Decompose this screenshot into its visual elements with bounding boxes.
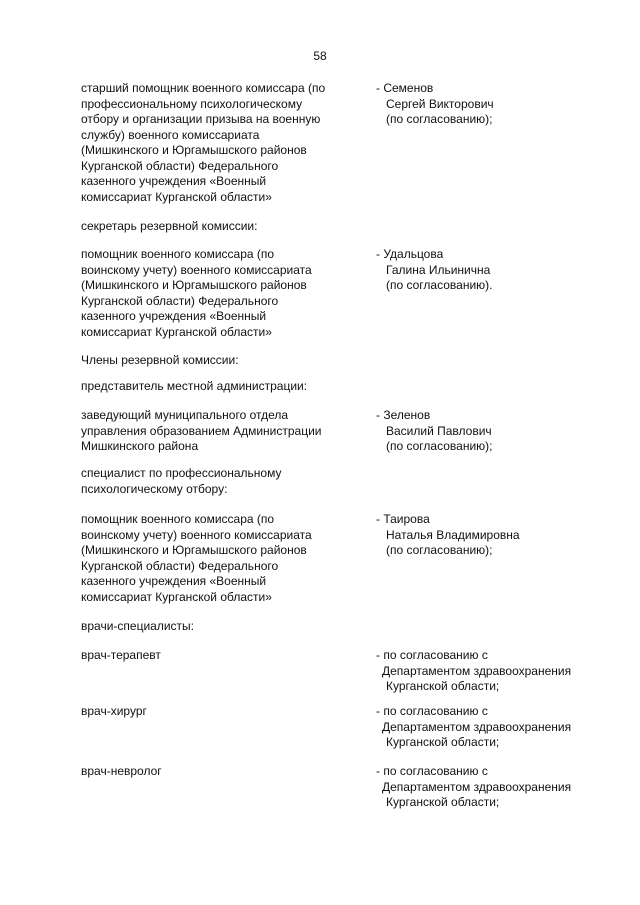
approval-note xyxy=(376,704,626,751)
person-name xyxy=(376,512,626,559)
text-line: (по согласованию); xyxy=(386,543,493,557)
text-line: комиссариат Курганской области» xyxy=(81,324,272,339)
text-line: (по согласованию). xyxy=(386,278,493,292)
text-line: управления образованием Администрации xyxy=(81,423,322,438)
text-line: казенного учреждения «Военный xyxy=(81,574,267,588)
text-line: Департаментом здравоохранения xyxy=(382,779,572,794)
position-title xyxy=(81,81,366,205)
person-name xyxy=(376,408,626,455)
text-line: профессиональному психологическому xyxy=(81,96,303,111)
text-line: старший помощник военного комиссара (по xyxy=(81,81,326,95)
position-title xyxy=(81,512,366,605)
text-line: казенного учреждения «Военный xyxy=(81,309,267,323)
text-line: заведующий муниципального отдела xyxy=(81,408,289,422)
text-line: (по согласованию); xyxy=(386,439,493,453)
text-line: Департаментом здравоохранения xyxy=(382,719,572,734)
text-line: воинскому учету) военного комиссариата xyxy=(81,527,312,542)
position-title xyxy=(81,247,366,340)
text-line: Члены резервной комиссии: xyxy=(81,353,239,367)
position-title xyxy=(81,764,366,780)
position-title xyxy=(81,704,366,720)
section-heading xyxy=(81,353,366,369)
text-line: Департаментом здравоохранения xyxy=(382,663,572,678)
text-line: Курганской области) Федерального xyxy=(81,558,279,573)
text-line: психологическому отбору: xyxy=(81,481,228,496)
text-line: врач-хирург xyxy=(81,704,147,718)
person-name xyxy=(376,247,626,294)
text-line: комиссариат Курганской области» xyxy=(81,589,272,604)
text-line: (Мишкинского и Юргамышского районов xyxy=(81,278,307,292)
text-line: Курганской области; xyxy=(386,735,500,749)
text-line: специалист по профессиональному xyxy=(81,466,282,480)
text-line: - по согласованию с xyxy=(376,648,488,662)
text-line: Сергей Викторович xyxy=(386,96,494,111)
text-line: комиссариат Курганской области» xyxy=(81,189,272,204)
text-line: Курганской области) Федерального xyxy=(81,158,279,173)
section-heading xyxy=(81,466,366,497)
text-line: секретарь резервной комиссии: xyxy=(81,219,258,233)
text-line: - Удальцова xyxy=(376,247,444,261)
text-line: врачи-специалисты: xyxy=(81,619,194,633)
text-line: - Семенов xyxy=(376,81,434,95)
text-line: - Таирова xyxy=(376,512,430,526)
person-name xyxy=(376,81,626,128)
text-line: помощник военного комиссара (по xyxy=(81,247,275,261)
text-line: (по согласованию); xyxy=(386,112,493,126)
text-line: врач-невролог xyxy=(81,764,162,778)
text-line: службу) военного комиссариата xyxy=(81,127,260,142)
section-heading xyxy=(81,619,366,635)
text-line: Мишкинского района xyxy=(81,439,199,453)
text-line: Курганской области; xyxy=(386,679,500,693)
text-line: - по согласованию с xyxy=(376,764,488,778)
text-line: Курганской области; xyxy=(386,795,500,809)
text-line: Василий Павлович xyxy=(386,423,492,438)
text-line: - по согласованию с xyxy=(376,704,488,718)
text-line: врач-терапевт xyxy=(81,648,161,662)
text-line: (Мишкинского и Юргамышского районов xyxy=(81,143,307,157)
section-heading xyxy=(81,379,366,395)
position-title xyxy=(81,408,366,455)
text-line: помощник военного комиссара (по xyxy=(81,512,275,526)
text-line: Наталья Владимировна xyxy=(386,527,520,542)
position-title xyxy=(81,648,366,664)
text-line: Галина Ильинична xyxy=(386,262,491,277)
section-heading xyxy=(81,219,366,235)
approval-note xyxy=(376,648,626,695)
text-line: воинскому учету) военного комиссариата xyxy=(81,262,312,277)
text-line: - Зеленов xyxy=(376,408,431,422)
approval-note xyxy=(376,764,626,811)
page-number: 58 xyxy=(313,49,327,63)
text-line: Курганской области) Федерального xyxy=(81,293,279,308)
text-line: (Мишкинского и Юргамышского районов xyxy=(81,543,307,557)
text-line: отбору и организации призыва на военную xyxy=(81,112,321,126)
text-line: казенного учреждения «Военный xyxy=(81,174,267,188)
text-line: представитель местной администрации: xyxy=(81,379,308,393)
